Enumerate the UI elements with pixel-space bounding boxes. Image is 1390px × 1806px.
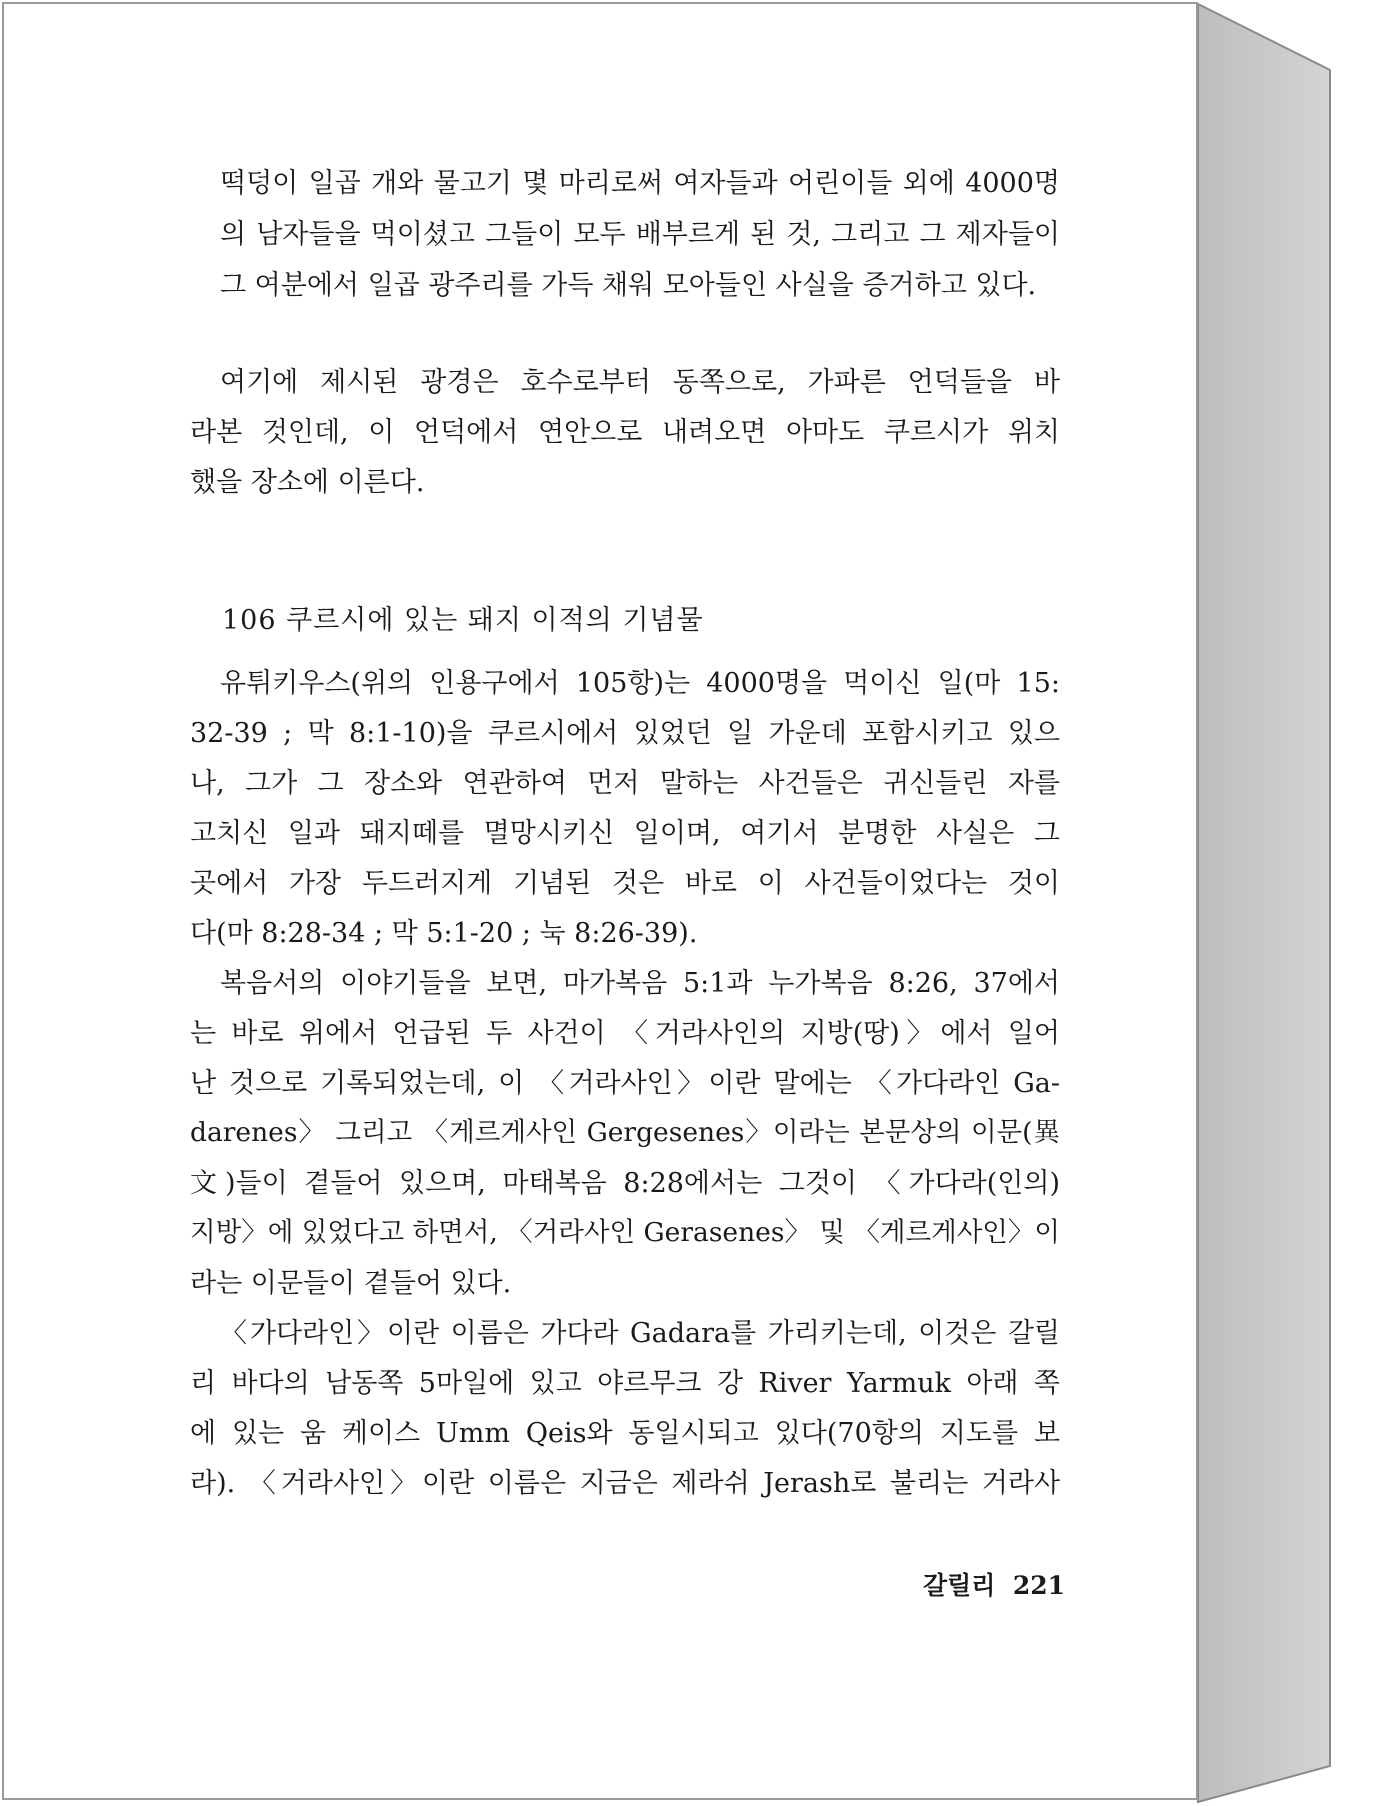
text-line: 의 남자들을 먹이셨고 그들이 모두 배부르게 된 것, 그리고 그 제자들이 [220, 219, 1060, 250]
text-line: 라). 〈거라사인〉이란 이름은 지금은 제라쉬 Jerash로 불리는 거라사 [190, 1468, 1060, 1499]
page-number: 221 [1012, 1571, 1066, 1600]
text-line: 고치신 일과 돼지떼를 멸망시키신 일이며, 여기서 분명한 사실은 그 [190, 818, 1060, 849]
text-line: darenes〉 그리고 〈게르게사인 Gergesenes〉이라는 본문상의 이문(異 [190, 1117, 1060, 1148]
text-line: 32-39 ; 막 8:1-10)을 쿠르시에서 있었던 일 가운데 포함시키고 있으 [190, 718, 1060, 749]
text-line: 는 바로 위에서 언급된 두 사건이 〈거라사인의 지방(땅)〉에서 일어 [190, 1018, 1060, 1049]
text-line: 리 바다의 남동쪽 5마일에 있고 야르무크 강 River Yarmuk 아래 쪽 [190, 1368, 1060, 1399]
text-line: 여기에 제시된 광경은 호수로부터 동쪽으로, 가파른 언덕들을 바 [220, 367, 1060, 398]
text-line: 곳에서 가장 두드러지게 기념된 것은 바로 이 사건들이었다는 것이 [190, 868, 1060, 899]
text-line: 〈가다라인〉이란 이름은 가다라 Gadara를 가리키는데, 이것은 갈릴 [220, 1318, 1060, 1349]
section-heading: 106 쿠르시에 있는 돼지 이적의 기념물 [222, 605, 704, 636]
text-line: 다(마 8:28-34 ; 막 5:1-20 ; 눅 8:26-39). [190, 918, 698, 949]
page-footer [923, 1566, 1065, 1602]
text-line: 라는 이문들이 곁들어 있다. [190, 1268, 512, 1299]
text-line: 라본 것인데, 이 언덕에서 연안으로 내려오면 아마도 쿠르시가 위치 [190, 417, 1060, 448]
text-line: 떡덩이 일곱 개와 물고기 몇 마리로써 여자들과 어린이들 외에 4000명 [220, 168, 1060, 199]
text-line: 에 있는 움 케이스 Umm Qeis와 동일시되고 있다(70항의 지도를 보 [190, 1418, 1060, 1449]
text-line: 유튀키우스(위의 인용구에서 105항)는 4000명을 먹이신 일(마 15: [220, 668, 1060, 699]
text-line: 지방〉에 있었다고 하면서, 〈거라사인 Gerasenes〉 및 〈게르게사인〉이 [190, 1217, 1060, 1248]
text-line: 복음서의 이야기들을 보면, 마가복음 5:1과 누가복음 8:26, 37에서 [220, 968, 1060, 999]
text-line: 나, 그가 그 장소와 연관하여 먼저 말하는 사건들은 귀신들린 자를 [190, 768, 1060, 799]
text-line: 했을 장소에 이른다. [190, 467, 425, 498]
text-line: 그 여분에서 일곱 광주리를 가득 채워 모아들인 사실을 증거하고 있다. [220, 270, 1037, 301]
text-line: 文)들이 곁들어 있으며, 마태복음 8:28에서는 그것이 〈가다라(인의) [190, 1168, 1060, 1199]
running-title: 갈릴리 [923, 1571, 996, 1600]
text-line: 난 것으로 기록되었는데, 이 〈거라사인〉이란 말에는 〈가다라인 Ga- [190, 1068, 1060, 1099]
